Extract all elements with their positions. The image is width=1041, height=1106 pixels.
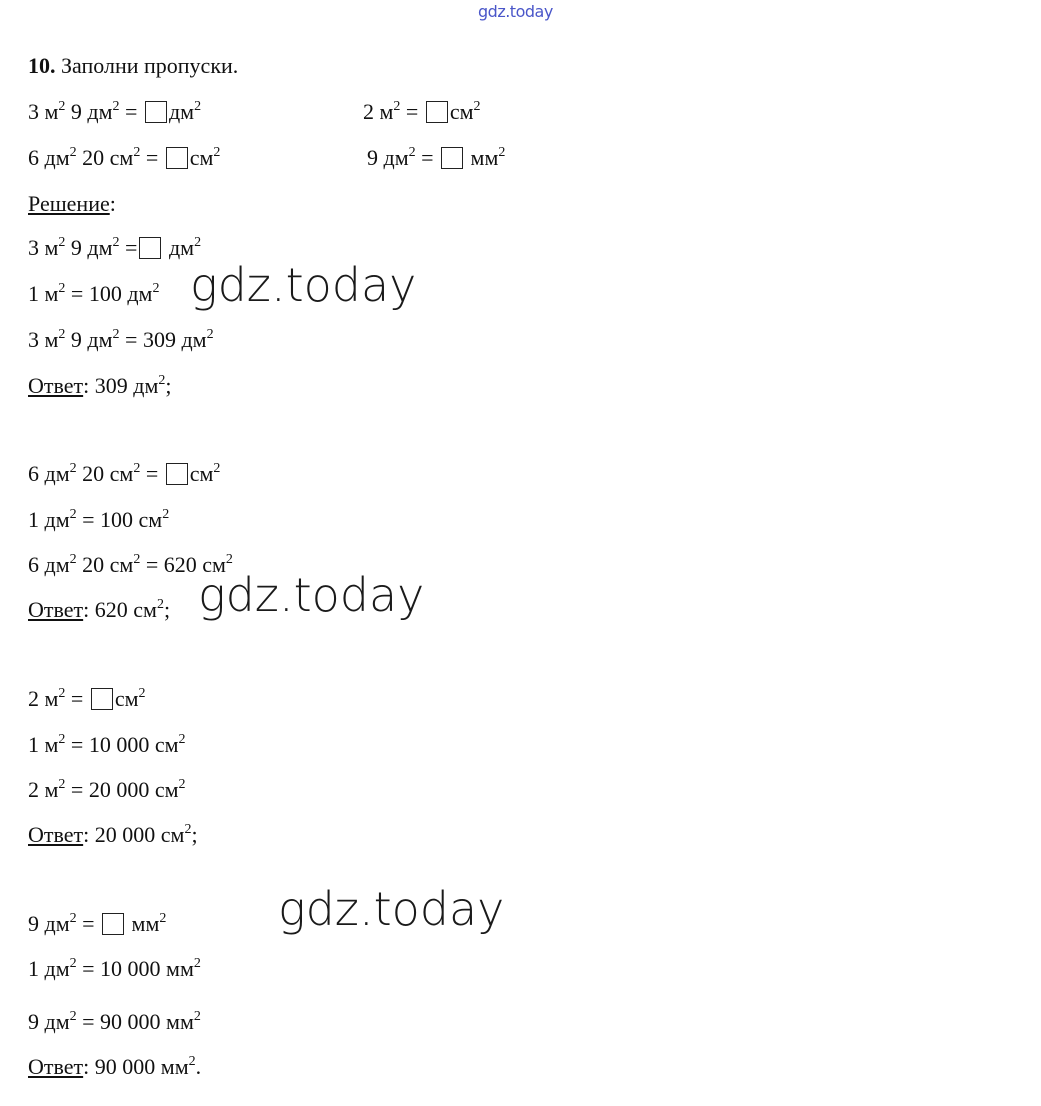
block1-answer: Ответ: 309 $дм^2$; [28, 373, 172, 398]
block2-line2: 1 $дм^2 = 100$ $см^2$ [28, 507, 170, 532]
given-row1-left: 3 $м^2$ 9 $дм^2 = дм^2$ [28, 99, 202, 124]
watermark: gdz.today [278, 882, 505, 936]
block4-line1: 9 $дм^2 = мм^2$ [28, 911, 167, 936]
watermark-top: gdz.today [478, 2, 553, 21]
given-row2-right: 9 $дм^2 = мм^2$ [367, 145, 506, 170]
block2-answer: Ответ: 620 $см^2$; [28, 597, 171, 622]
given-row1-right: 2 $м^2 = см^2$ [363, 99, 481, 124]
blank-box [441, 147, 463, 169]
block1-line2: 1 $м^2 = 100$ $дм^2$ [28, 281, 160, 306]
blank-box [102, 913, 124, 935]
block4-answer: Ответ: 90 000 $мм^2$. [28, 1054, 202, 1079]
block4-line2: 1 $дм^2 = 10$ 000 $мм^2$ [28, 956, 201, 981]
block3-line1: 2 $м^2 = см^2$ [28, 686, 146, 711]
block2-line1: 6 $дм^2$ 20 $см^2 = см^2$ [28, 461, 221, 486]
block1-line3: 3 $м^2$ 9 $дм^2 = 309$ $дм^2$ [28, 327, 214, 352]
block1-line1: 3 $м^2$ 9 $дм^2 = дм^2$ [28, 235, 202, 260]
watermark: gdz.today [190, 258, 417, 312]
block3-line3: 2 $м^2 = 20$ 000 $см^2$ [28, 777, 186, 802]
block2-line3: 6 $дм^2$ 20 $см^2 = 620$ $см^2$ [28, 552, 233, 577]
task-header [28, 52, 238, 80]
task-number: 10. [28, 53, 56, 78]
blank-box [91, 688, 113, 710]
block4-line3: 9 $дм^2 = 90$ 000 $мм^2$ [28, 1009, 201, 1034]
task-title: Заполни пропуски. [61, 53, 239, 78]
blank-box [166, 463, 188, 485]
watermark: gdz.today [198, 568, 425, 622]
block3-line2: 1 $м^2 = 10$ 000 $см^2$ [28, 732, 186, 757]
blank-box [145, 101, 167, 123]
blank-box [166, 147, 188, 169]
blank-box [139, 237, 161, 259]
solution-label: Решение: [28, 191, 116, 216]
block3-answer: Ответ: 20 000 $см^2$; [28, 822, 198, 847]
blank-box [426, 101, 448, 123]
given-row2-left: 6 $дм^2$ 20 $см^2 = см^2$ [28, 145, 221, 170]
